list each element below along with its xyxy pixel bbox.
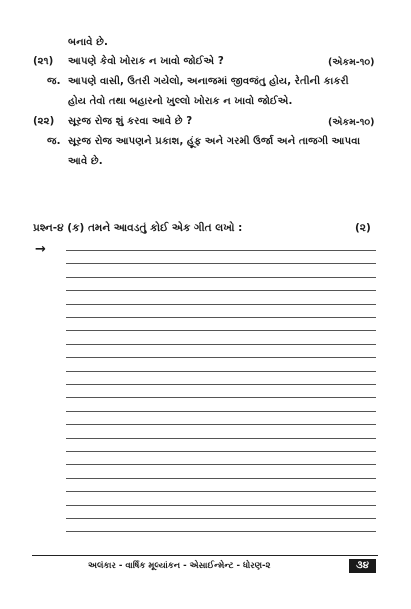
answer-line (66, 357, 376, 358)
answer-line (66, 518, 376, 519)
answer-line (66, 397, 376, 398)
question-4-heading: પ્રશ્ન-૪ (ક) તમને આવડતું કોઈ એક ગીત લખો : (33, 222, 243, 234)
answer-line (66, 344, 376, 345)
answer-line (66, 277, 376, 278)
q21-question: આપણે કેવો ખોરાક ન ખાવો જોઈએ ? (68, 56, 224, 67)
q22-unit: (એકમ-૧૦) (328, 117, 375, 128)
footer-divider (32, 555, 378, 556)
answer-line (66, 371, 376, 372)
question-4-marks: (૨) (355, 222, 371, 234)
answer-line (66, 424, 376, 425)
answer-line (66, 464, 376, 465)
answer-line (66, 438, 376, 439)
answer-line (66, 384, 376, 385)
answer-line (66, 263, 376, 264)
a22-marker: જ. (47, 136, 61, 147)
a22-line2: આવે છે. (68, 156, 103, 167)
answer-line (66, 411, 376, 412)
q22-question: સૂરજ રોજ શું કરવા આવે છે ? (68, 116, 193, 127)
q21-unit: (એકમ-૧૦) (328, 57, 375, 68)
continuation-line: બનાવે છે. (68, 37, 108, 48)
q22-number: (૨૨) (33, 116, 55, 127)
answer-line (66, 304, 376, 305)
answer-line (66, 250, 376, 251)
answer-line (66, 451, 376, 452)
q21-number: (૨૧) (33, 56, 54, 67)
a21-line1: આપણે વાસી, ઉતરી ગયેલો, અનાજમાં જીવજંતુ હોય, રેતીની કાકરી (68, 76, 349, 87)
answer-line (66, 531, 376, 532)
arrow-icon: → (35, 242, 46, 257)
a21-line2: હોય તેવો તથા બહારનો ખુલ્લો ખોરાક ન ખાવો જોઈએ. (68, 96, 293, 107)
a22-line1: સૂરજ રોજ આપણને પ્રકાશ, હૂંફ અને ગરમી ઉર્જા અને તાજગી આપવા (68, 136, 361, 147)
footer-text: અલંકાર - વાર્ષિક મૂલ્યાંકન - એસાઈન્મેન્ટ - ધોરણ-૨ (88, 561, 271, 571)
answer-line (66, 505, 376, 506)
page-number: ૩૪ (349, 559, 376, 573)
answer-line (66, 491, 376, 492)
answer-line (66, 290, 376, 291)
answer-line (66, 330, 376, 331)
answer-line (66, 317, 376, 318)
answer-line (66, 478, 376, 479)
a21-marker: જ. (47, 76, 61, 87)
